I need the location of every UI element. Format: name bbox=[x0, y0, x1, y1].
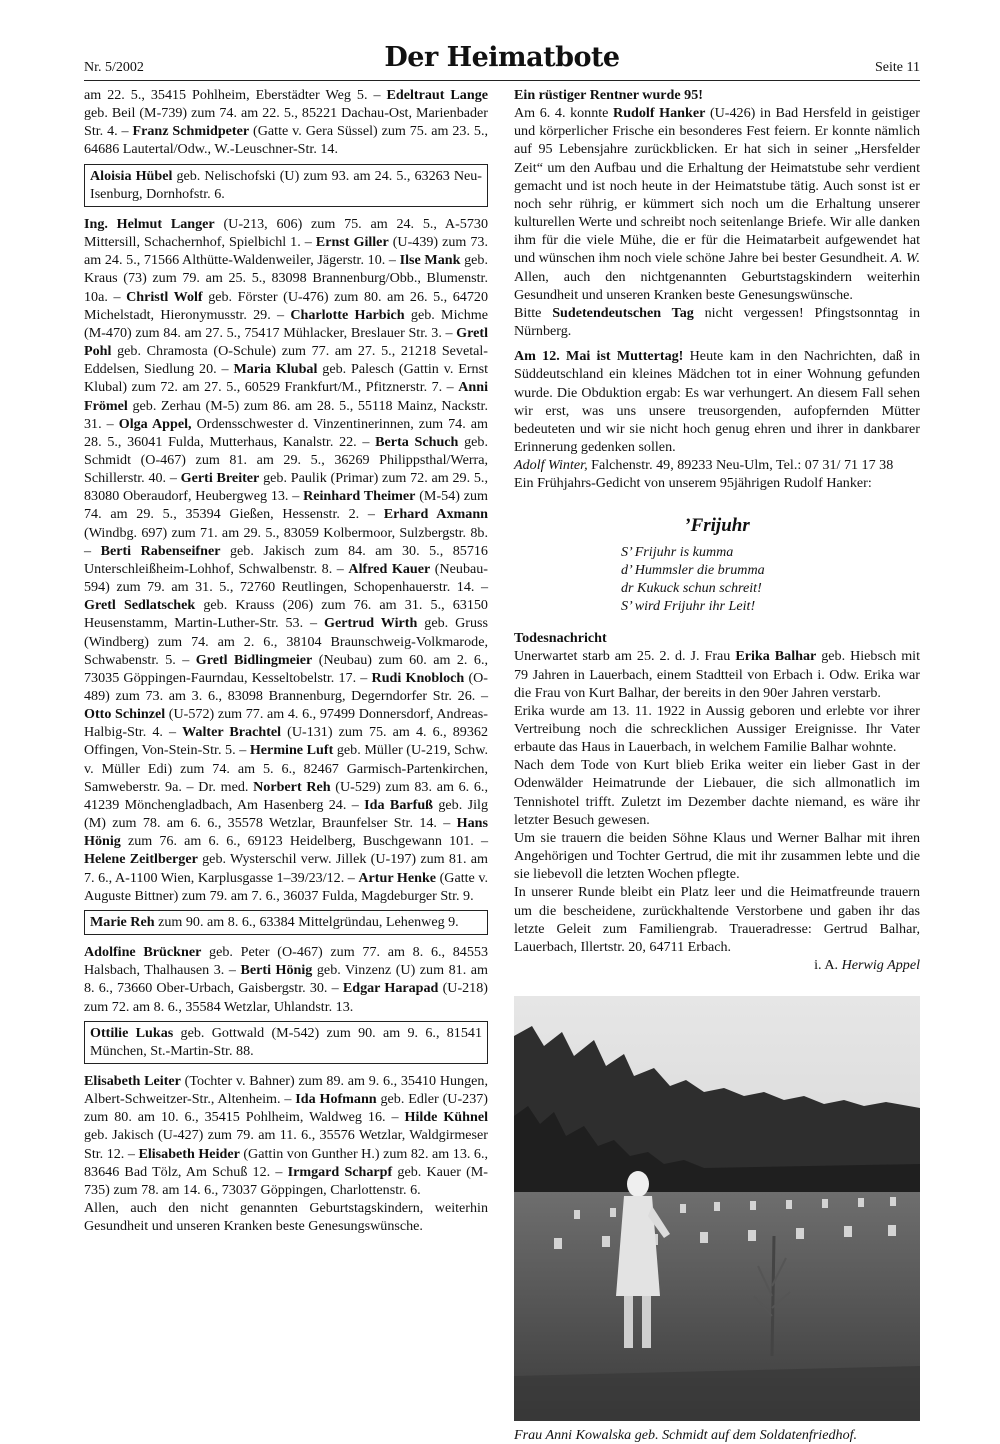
birthday-paragraph: Adolfine Brückner geb. Peter (O-467) zum 77. am 8. 6., 84553 Halsbach, Thalhausen 3. – Berti Hönig geb. Vinzenz (U) zum 81. am 8. 6., 73660 Ober-Urbach, Gaisbergstr. 30. – Edgar Harapad (U-218) zum 72. am 8. 6., 35584 Wetzlar, Uhlandstr. 13. bbox=[84, 944, 488, 1015]
wishes-paragraph: Allen, auch den nichtgenannten Geburtstagskindern weiterhin Gesundheit und unseren Kranken beste Genesungswünsche. bbox=[514, 268, 920, 303]
rentner-heading: Ein rüstiger Rentner wurde 95! bbox=[514, 87, 703, 103]
right-column bbox=[514, 86, 920, 1444]
poem bbox=[621, 543, 920, 616]
author-address: Adolf Winter, Falchenstr. 49, 89233 Neu-Ulm, Tel.: 07 31/ 71 17 38 bbox=[514, 457, 894, 474]
birthday-box: Marie Reh zum 90. am 8. 6., 63384 Mittelgründau, Lehenweg 9. bbox=[84, 910, 488, 935]
poem-line: dr Kukuck schun schreit! bbox=[621, 579, 762, 596]
birthday-paragraph: Ing. Helmut Langer (U-213, 606) zum 75. am 24. 5., A-5730 Mittersill, Schachernhof, Spielbichl 1. – Ernst Giller (U-439) zum 73. am 24. 5., 71566 Althütte-Waldenweiler, Jägerstr. 10. – Ilse Mank geb. Kraus (73) zum 79. am 25. 5., 83098 Brannenburg/Obb., Blumenstr. 10a. – Christl Wolf geb. Förster (U-476) zum 80. am 26. 5., 64720 Michelstadt, Hieronymusstr. 29. – Charlotte Harbich geb. Michme (M-470) zum 84. am 27. 5., 75417 Mühlacker, Breslauer Str. 3. – Gretl Pohl geb. Chramosta (O-Schule) zum 77. am 27. 5., 21218 Sevetal-Eddelsen, Siedlung 20. – Maria Klubal geb. Palesch (Gattin v. Ernst Klubal) zum 72. am 27. 5., 60529 Frankfurt/M., Pfitznerstr. 7. – Anni Frömel geb. Zerhau (M-5) zum 86. am 28. 5., 55118 Mainz, Nackstr. 31. – Olga Appel, Ordensschwester d. Vinzentinerinnen, zum 74. am 28. 5., 36041 Fulda, Mutterhaus, Kanalstr. 22. – Berta Schuch geb. Schmidt (O-467) zum 81. am 29. 5., 36269 Philippsthal/Werra, Schillerstr. 40. – Gerti Breiter geb. Paulik (Primar) zum 72. am 29. 5., 83080 Oberaudorf, Heubergweg 13. – Reinhard Theimer (M-54) zum 74. am 29. 5., 35394 Gießen, Hessenstr. 2. – Erhard Axmann (Windbg. 697) zum 71. am 29. 5., 83059 Kolbermoor, Sulzbergstr. 8b. – Berti Rabenseifner geb. Jakisch zum 84. am 30. 5., 85716 Unterschleißheim-Lohhof, Schwalbenstr. 8. – Alfred Kauer (Neubau-594) zum 79. am 31. 5., 72760 Reutlingen, Schopenhauerstr. 14. – Gretl Sedlatschek geb. Krauss (206) zum 76. am 31. 5., 63150 Heusenstamm, Martin-Luther-Str. 53. – Gertrud Wirth geb. Gruss (Windberg) zum 74. am 2. 6., 38104 Braunschweig-Volkmarode, Schwabenstr. 5. – Gretl Bidlingmeier (Neubau) zum 60. am 2. 6., 73035 Göppingen-Faurndau, Kesseltobelstr. 17. – Rudi Knobloch (O-489) zum 73. am 3. 6., 83098 Brannenburg, Degerndorfer Str. 26. – Otto Schinzel (U-572) zum 77. am 4. 6., 97499 Donnersdorf, Andreas-Halbig-Str. 4. – Walter Brachtel (U-131) zum 75. am 4. 6., 89362 Offingen, Von-Stein-Str. 5. – Hermine Luft geb. Müller (U-219, Schw. v. Müller Edi) zum 74. am 5. 6., 82467 Garmisch-Partenkirchen, Samweberstr. 9a. – Dr. med. Norbert Reh (U-529) zum 83. am 6. 6., 41239 Mönchengladbach, Am Hasenberg 24. – Ida Barfuß geb. Jilg (M) zum 78. am 6. 6., 35578 Wetzlar, Braunfelser Str. 14. – Hans Hönig zum 76. am 6. 6., 69123 Heidelberg, Buschgewann 101. – Helene Zeitlberger geb. Wysterschil verw. Jillek (U-197) zum 81. am 7. 6., A-1100 Wien, Karplusgasse 1–39/23/12. – Artur Henke (Gatte v. Auguste Bittner) zum 79. am 7. 6., 36037 Fulda, Magdeburger Str. 9. bbox=[84, 215, 489, 904]
rentner-article: Am 6. 4. konnte Rudolf Hanker (U-426) in Bad Hersfeld in geistiger und körperlicher Frische ein besonderes Fest feiern. Er konnte nämlich auf 95 Lebensjahre zurückblicken. Er hat sich in seiner „Hersfelder Zeit“ um den Aufbau und die Erhaltung der Heimatstube sehr verdient gemacht und ist noch heute in der Heimatstube tätig. Auch sonst ist er noch sehr rührig, er kümmert sich noch um die Erhaltung unserer kulturellen Werte und schreibt noch seitenlange Briefe. Wir alle danken ihm für die viele Mühe, die er für die Heimatarbeit aufgewendet hat und wünschen ihm noch viele schöne Jahre bei bester Gesundheit. A. W. bbox=[514, 105, 920, 267]
poem-line: d’ Hummsler die brumma bbox=[621, 561, 765, 578]
cemetery-photo-image bbox=[514, 996, 920, 1421]
article-initials: A. W. bbox=[890, 250, 920, 267]
birthday-paragraph: Elisabeth Leiter (Tochter v. Bahner) zum 89. am 9. 6., 35410 Hungen, Albert-Schweitzer-Str., Altenheim. – Ida Hofmann geb. Edler (U-237) zum 80. am 10. 6., 35415 Pohlheim, Waldweg 16. – Hilde Kühnel geb. Jakisch (U-427) zum 79. am 11. 6., 35576 Wetzlar, Waldgirmeser Str. 12. – Elisabeth Heider (Gattin von Gunther H.) zum 82. am 13. 6., 83646 Bad Tölz, Am Schuß 12. – Irmgard Scharpf geb. Kauer (M-735) zum 78. am 14. 6., 73037 Göppingen, Charlottenstr. 6. bbox=[84, 1072, 489, 1198]
sudetendeutscher-tag-note: Bitte Sudetendeutschen Tag nicht vergessen! Pfingstsonntag in Nürnberg. bbox=[514, 304, 920, 340]
header-rule bbox=[84, 80, 920, 81]
poem-line: S’ wird Frijuhr ihr Leit! bbox=[621, 598, 756, 615]
obituary-paragraph: Erika wurde am 13. 11. 1922 in Aussig geboren und erlebte vor ihrer Vertreibung noch die schrecklichen Aussiger Ereignisse. Ihr Vater erbaute das Haus in Lauerbach, in welchem Familie Balhar wohnte. bbox=[514, 702, 920, 756]
obituary-signoff: i. A. Herwig Appel bbox=[814, 957, 920, 974]
left-column bbox=[84, 86, 488, 1235]
photo-caption: Frau Anni Kowalska geb. Schmidt auf dem Soldatenfriedhof. bbox=[514, 1427, 858, 1444]
closing-wishes: Allen, auch den nicht genannten Geburtstagskindern, weiterhin Gesundheit und unseren Kranken beste Genesungswünsche. bbox=[84, 1200, 488, 1235]
birthday-paragraph: am 22. 5., 35415 Pohlheim, Eberstädter Weg 5. – Edeltraut Lange geb. Beil (M-739) zum 74. am 22. 5., 85221 Dachau-Ost, Marienbader Str. 4. – Franz Schmidpeter (Gatte v. Gera Süssel) zum 75. am 23. 5., 64686 Lautertal/Odw., W.-Leuschner-Str. 14. bbox=[84, 87, 488, 158]
page-header bbox=[84, 34, 920, 78]
issue-number: Nr. 5/2002 bbox=[84, 60, 144, 75]
obituary-paragraph: In unserer Runde bleibt ein Platz leer und die Heimatfreunde trauern um die bescheidene, zurückhaltende Verstorbene und gaben ihr das letzte Geleit zum Familiengrab. Traueradresse: Gertrud Balhar, Lauerbach, Illertstr. 20, 64711 Erbach. bbox=[514, 884, 920, 955]
cemetery-photo bbox=[514, 996, 920, 1421]
obituary-paragraph: Nach dem Tode von Kurt blieb Erika weiter ein lieber Gast in der Odenwälder Heimatrunde der Liebauer, die sich allmonatlich im Tennishotel trifft. Zuletzt im Dezember dachte niemand, es wäre ihr letzter Besuch gewesen. bbox=[514, 757, 920, 828]
birthday-box: Aloisia Hübel geb. Nelischofski (U) zum 93. am 24. 5., 63263 Neu-Isenburg, Dornhofstr. 6. bbox=[84, 164, 488, 207]
obituary-paragraph: Unerwartet starb am 25. 2. d. J. Frau Erika Balhar geb. Hiebsch mit 79 Jahren in Lauerbach, einem Stadtteil von Erbach i. Odw. Erika war die Frau von Kurt Balhar, der bereits in den 90er Jahren verstarb. bbox=[514, 648, 921, 701]
obituary-paragraph: Um sie trauern die beiden Söhne Klaus und Werner Balhar mit ihren Angehörigen und Tochter Gertrud, die mit ihr zusammen lebte und die sie liebevoll die letzten Wochen pflegte. bbox=[514, 829, 920, 883]
author-name: Adolf Winter, bbox=[514, 457, 588, 474]
poem-title: ’Frijuhr bbox=[684, 515, 750, 537]
masthead-title: Der Heimatbote bbox=[384, 42, 620, 73]
poem-line: S’ Frijuhr is kumma bbox=[621, 543, 734, 560]
page-number: Seite 11 bbox=[875, 60, 920, 75]
muttertag-article: Am 12. Mai ist Muttertag! Heute kam in den Nachrichten, daß in Süddeutschland ein kleines Mädchen tot in einer Wohnung gefunden wurde. Die Obduktion ergab: Es war verhungert. An diesem Fall sehen wir erst, was uns unsere treusorgenden, aufopfernden Mütter bedeuteten und wir sie nicht hoch genug ehren und ihrer in dankbarer Erinnerung gedenken sollen. bbox=[514, 348, 921, 455]
obituary-heading: Todesnachricht bbox=[514, 630, 607, 647]
poem-intro: Ein Frühjahrs-Gedicht von unserem 95jährigen Rudolf Hanker: bbox=[514, 475, 872, 492]
birthday-box: Ottilie Lukas geb. Gottwald (M-542) zum 90. am 9. 6., 81541 München, St.-Martin-Str. 88. bbox=[84, 1021, 488, 1064]
